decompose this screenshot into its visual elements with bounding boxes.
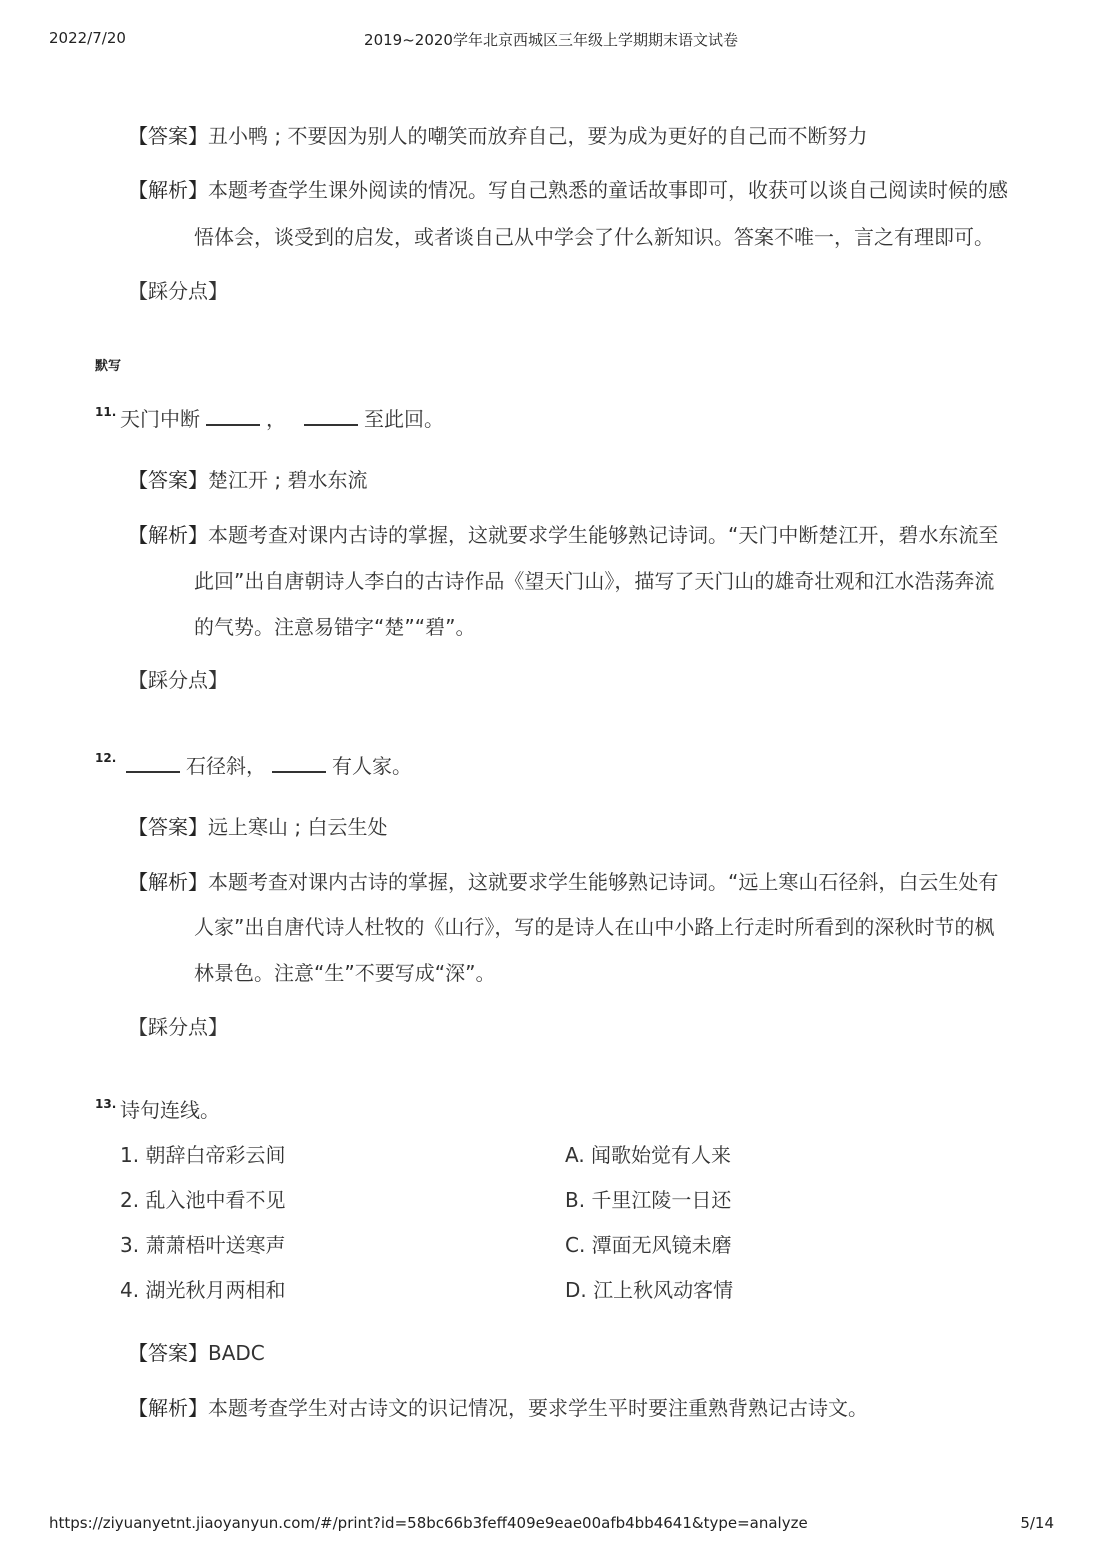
q10-points: 【踩分点】 — [128, 279, 228, 303]
q12-points: 【踩分点】 — [128, 1015, 228, 1039]
footer-url[interactable]: https://ziyuanyetnt.jiaoyanyun.com/#/print?id=58bc66b3feff409e9eae00afb4bb4641&type=analyze — [49, 1514, 808, 1532]
match-right-item: C. 潭面无风镜未磨 — [565, 1233, 732, 1257]
q10-analysis-line: 悟体会，谈受到的启发，或者谈自己从中学会了什么新知识。答案不唯一，言之有理即可。 — [194, 225, 994, 249]
fill-blank[interactable] — [272, 751, 326, 773]
stem-text: ， — [266, 407, 286, 431]
q11-analysis-line: 此回”出自唐朝诗人李白的古诗作品《望天门山》，描写了天门山的雄奇壮观和江水浩荡奔流 — [194, 569, 995, 593]
page-number: 5/14 — [1020, 1514, 1054, 1532]
print-date: 2022/7/20 — [49, 29, 126, 47]
answer-label: 【答案】 — [128, 1341, 208, 1365]
analysis-text: 本题考查对课内古诗的掌握，这就要求学生能够熟记诗词。“远上寒山石径斜，白云生处有 — [208, 870, 999, 894]
stem-text: 天门中断 — [120, 407, 200, 431]
q10-answer — [128, 122, 867, 150]
q11-analysis-line: 的气势。注意易错字“楚”“碧”。 — [194, 615, 476, 639]
answer-text: 远上寒山 ; 白云生处 — [208, 815, 388, 839]
answer-label: 【答案】 — [128, 815, 208, 839]
match-right-item: B. 千里江陵一日还 — [565, 1188, 732, 1212]
q13-number: 13. — [95, 1097, 117, 1111]
section-title: 默写 — [95, 359, 122, 374]
stem-text: 石径斜， — [186, 754, 266, 778]
analysis-label: 【解析】 — [128, 178, 208, 202]
q12-number: 12. — [95, 751, 117, 765]
q12-analysis-line: 人家”出自唐代诗人杜牧的《山行》，写的是诗人在山中小路上行走时所看到的深秋时节的枫 — [194, 915, 995, 939]
answer-label: 【答案】 — [128, 468, 208, 492]
match-left-item: 3. 萧萧梧叶送寒声 — [120, 1233, 286, 1257]
match-right-item: D. 江上秋风动客情 — [565, 1278, 734, 1302]
q13-stem: 诗句连线。 — [120, 1098, 220, 1122]
analysis-label: 【解析】 — [128, 870, 208, 894]
q11-answer — [128, 466, 367, 494]
match-right-item: A. 闻歌始觉有人来 — [565, 1143, 732, 1167]
q10-analysis-line — [128, 176, 1008, 204]
q12-answer — [128, 813, 387, 841]
q13-analysis-line — [128, 1394, 868, 1422]
q13-answer — [128, 1339, 265, 1367]
match-left-item: 2. 乱入池中看不见 — [120, 1188, 286, 1212]
match-left-item: 1. 朝辞白帝彩云间 — [120, 1143, 286, 1167]
analysis-text: 本题考查对课内古诗的掌握，这就要求学生能够熟记诗词。“天门中断楚江开，碧水东流至 — [208, 523, 999, 547]
analysis-text: 本题考查学生课外阅读的情况。写自己熟悉的童话故事即可，收获可以谈自己阅读时候的感 — [208, 178, 1008, 202]
q11-number: 11. — [95, 405, 117, 419]
analysis-label: 【解析】 — [128, 523, 208, 547]
fill-blank[interactable] — [304, 404, 358, 426]
fill-blank[interactable] — [126, 751, 180, 773]
analysis-label: 【解析】 — [128, 1396, 208, 1420]
q12-analysis-line: 林景色。注意“生”不要写成“深”。 — [194, 961, 496, 985]
answer-text: BADC — [208, 1341, 265, 1365]
q12-stem — [120, 751, 412, 780]
q11-points: 【踩分点】 — [128, 668, 228, 692]
analysis-text: 本题考查学生对古诗文的识记情况，要求学生平时要注重熟背熟记古诗文。 — [208, 1396, 868, 1420]
q12-analysis-line — [128, 868, 998, 896]
answer-label: 【答案】 — [128, 124, 208, 148]
match-left-item: 4. 湖光秋月两相和 — [120, 1278, 286, 1302]
answer-text: 丑小鸭 ; 不要因为别人的嘲笑而放弃自己，要为成为更好的自己而不断努力 — [208, 124, 868, 148]
stem-text: 有人家。 — [332, 754, 412, 778]
stem-text: 至此回。 — [364, 407, 444, 431]
page-title: 2019~2020学年北京西城区三年级上学期期末语文试卷 — [364, 31, 738, 49]
q11-analysis-line — [128, 521, 998, 549]
fill-blank[interactable] — [206, 404, 260, 426]
q11-stem — [120, 404, 444, 433]
answer-text: 楚江开 ; 碧水东流 — [208, 468, 368, 492]
